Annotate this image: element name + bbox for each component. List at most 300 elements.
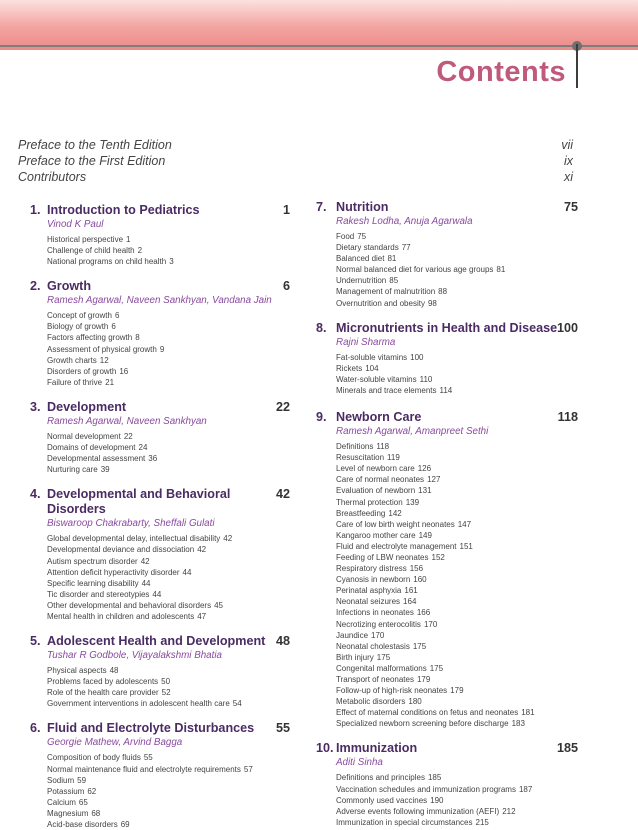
chapter-number: 3. <box>30 399 41 414</box>
topic-entry <box>336 530 578 541</box>
topic-page: 175 <box>412 641 427 651</box>
topic-title: Magnesium <box>47 808 89 818</box>
topic-title: Neonatal seizures <box>336 597 401 607</box>
topic-entry <box>47 556 290 567</box>
topic-title: Normal development <box>47 431 121 441</box>
chapter-authors: Ramesh Agarwal, Amanpreet Sethi <box>336 426 489 438</box>
front-matter-entry <box>18 154 573 170</box>
topic-page: 55 <box>143 753 153 763</box>
chapter-heading <box>30 279 290 294</box>
topic-title: Domains of development <box>47 443 136 453</box>
topic-entry <box>336 519 578 530</box>
chapter-heading <box>316 410 578 425</box>
topic-entry <box>47 775 290 786</box>
topic-entry <box>47 578 290 589</box>
topic-page: 24 <box>138 443 148 453</box>
topic-entry <box>336 286 578 297</box>
topic-entry <box>336 508 578 519</box>
topic-entry <box>336 596 578 607</box>
topic-title: Balanced diet <box>336 254 385 264</box>
front-matter-page: xi <box>563 170 573 184</box>
chapter-page: 100 <box>556 320 578 335</box>
topic-entry <box>336 641 578 652</box>
chapter-entry <box>30 487 290 622</box>
front-matter-entry <box>18 170 573 186</box>
chapter-title: Introduction to Pediatrics <box>47 203 200 217</box>
topic-title: Thermal protection <box>336 497 403 507</box>
topic-entry <box>47 464 290 475</box>
chapter-page: 185 <box>556 741 578 756</box>
chapter-number: 9. <box>316 410 327 425</box>
topic-entry <box>336 485 578 496</box>
topic-page: 166 <box>416 608 431 618</box>
topic-entry <box>47 442 290 453</box>
topic-title: Care of low birth weight neonates <box>336 519 455 529</box>
front-matter <box>18 138 573 186</box>
topic-title: Water-soluble vitamins <box>336 374 417 384</box>
topic-title: Respiratory distress <box>336 564 407 574</box>
topic-title: Mental health in children and adolescents <box>47 611 195 621</box>
topic-title: Infections in neonates <box>336 608 414 618</box>
topic-entry <box>336 231 578 242</box>
topic-page: 179 <box>450 686 464 696</box>
topic-entry <box>47 310 290 321</box>
topic-page: 39 <box>100 465 110 475</box>
topic-title: Follow-up of high-risk neonates <box>336 686 448 696</box>
topic-page: 98 <box>427 298 437 308</box>
page-title: Contents <box>436 56 566 88</box>
topic-page: 3 <box>169 257 174 267</box>
topic-page: 149 <box>418 530 432 540</box>
topic-page: 175 <box>376 652 391 662</box>
chapter-title: Development <box>47 399 127 414</box>
topic-entry <box>47 589 290 600</box>
topic-entry <box>47 245 290 256</box>
topic-page: 142 <box>388 508 402 518</box>
topic-page: 127 <box>427 475 441 485</box>
topic-entry <box>336 385 578 396</box>
chapter-heading <box>30 721 290 736</box>
chapter-title: Newborn Care <box>336 410 422 425</box>
chapter-title: Adolescent Health and Development <box>47 634 266 649</box>
chapter-number: 1. <box>30 203 41 217</box>
topic-entry <box>47 366 290 377</box>
topic-page: 68 <box>91 808 101 818</box>
chapter-entry <box>316 741 578 827</box>
chapter-authors: Vinod K Paul <box>47 219 104 230</box>
topic-title: Metabolic disorders <box>336 697 406 707</box>
chapter-entry <box>30 400 290 475</box>
topic-title: Autism spectrum disorder <box>47 556 138 566</box>
topic-page: 47 <box>197 611 207 621</box>
header-band <box>0 0 638 50</box>
chapter-number: 7. <box>316 200 327 214</box>
topic-entry <box>336 652 578 663</box>
topic-page: 170 <box>371 630 385 640</box>
topic-page: 131 <box>418 486 432 496</box>
topic-entry <box>336 463 578 474</box>
topic-page: 118 <box>376 442 390 452</box>
chapter-heading <box>30 203 290 218</box>
topic-title: Attention deficit hyperactivity disorder <box>47 567 180 577</box>
topic-page: 21 <box>105 377 115 387</box>
topic-page: 44 <box>182 567 192 577</box>
chapter-entry <box>30 203 290 267</box>
topic-page: 139 <box>405 497 420 507</box>
topic-entry <box>336 806 578 817</box>
chapter-page: 118 <box>557 410 578 425</box>
topic-entry <box>47 321 290 332</box>
topic-title: Government interventions in adolescent health care <box>47 699 230 709</box>
topic-entry <box>336 363 578 374</box>
topic-title: Challenge of child health <box>47 246 135 256</box>
topic-page: 44 <box>152 589 162 599</box>
chapter-title: Growth <box>47 279 92 294</box>
topic-title: Specific learning disability <box>47 578 139 588</box>
topic-title: Growth charts <box>47 355 97 365</box>
topic-entry <box>47 567 290 578</box>
topic-page: 6 <box>114 311 120 321</box>
topic-title: Transport of neonates <box>336 675 414 684</box>
topic-page: 75 <box>357 232 367 241</box>
topic-page: 147 <box>457 519 472 529</box>
topic-page: 100 <box>410 352 424 362</box>
topic-page: 16 <box>119 366 129 376</box>
chapter-number: 5. <box>30 634 41 649</box>
topic-entry <box>47 544 290 555</box>
chapter-heading <box>316 321 578 336</box>
topic-title: Normal maintenance fluid and electrolyte requirements <box>47 764 241 774</box>
chapter-authors: Rajni Sharma <box>336 336 396 348</box>
front-matter-label: Preface to the First Edition <box>18 154 166 168</box>
topic-entry <box>47 786 290 797</box>
chapter-heading <box>30 400 290 415</box>
topic-title: Historical perspective <box>47 235 124 244</box>
topic-title: Physical aspects <box>47 666 107 676</box>
topic-title: Disorders of growth <box>47 366 117 376</box>
topic-title: Failure of thrive <box>47 377 103 387</box>
topic-entry <box>47 752 290 763</box>
topic-title: Fat-soluble vitamins <box>336 352 408 362</box>
topic-page: 36 <box>148 454 158 464</box>
topic-title: Concept of growth <box>47 311 112 321</box>
chapter-number: 4. <box>30 487 41 502</box>
topic-page: 212 <box>502 806 516 816</box>
topic-entry <box>336 253 578 264</box>
topic-page: 62 <box>87 786 97 796</box>
topic-title: Undernutrition <box>336 276 387 286</box>
chapter-authors: Aditi Sinha <box>336 757 383 769</box>
topic-entry <box>336 563 578 574</box>
topic-title: Food <box>336 232 355 241</box>
topic-title: Vaccination schedules and immunization programs <box>336 784 516 794</box>
topic-entry <box>47 600 290 611</box>
topic-entry <box>336 552 578 563</box>
topic-entry <box>336 452 578 463</box>
chapter-entry <box>316 200 578 309</box>
chapter-page: 55 <box>275 721 290 736</box>
topic-title: Role of the health care provider <box>47 688 159 698</box>
topic-entry <box>47 256 290 267</box>
topic-page: 69 <box>120 820 130 829</box>
topic-entry <box>47 344 290 355</box>
topic-entry <box>336 242 578 253</box>
topic-entry <box>336 298 578 309</box>
topic-page: 170 <box>423 619 438 629</box>
front-matter-page: vii <box>561 138 573 152</box>
chapter-entry <box>30 721 290 830</box>
topic-page: 45 <box>214 600 224 610</box>
topic-title: Definitions <box>336 442 374 452</box>
topic-page: 2 <box>137 246 143 256</box>
topic-page: 50 <box>161 677 171 687</box>
topic-page: 190 <box>430 795 444 805</box>
topic-entry <box>336 795 578 806</box>
topic-title: Feeding of LBW neonates <box>336 552 429 562</box>
topic-title: Normal balanced diet for various age groups <box>336 265 494 275</box>
topic-page: 6 <box>111 322 116 332</box>
topic-entry <box>336 772 578 783</box>
topic-title: Kangaroo mother care <box>336 530 416 540</box>
topic-page: 77 <box>401 243 411 253</box>
topic-entry <box>47 676 290 687</box>
topic-title: Problems faced by adolescents <box>47 677 159 687</box>
topic-entry <box>336 374 578 385</box>
topic-entry <box>47 234 290 245</box>
chapter-title: Nutrition <box>336 200 389 214</box>
topic-title: Commonly used vaccines <box>336 795 428 805</box>
front-matter-entry <box>18 138 573 154</box>
topic-title: Specialized newborn screening before discharge <box>336 719 509 729</box>
chapter-page: 1 <box>282 203 290 217</box>
topic-title: Overnutrition and obesity <box>336 298 425 308</box>
chapter-authors: Rakesh Lodha, Anuja Agarwala <box>336 216 473 227</box>
topic-title: Tic disorder and stereotypies <box>47 589 150 599</box>
chapter-title: Immunization <box>336 741 418 756</box>
topic-page: 183 <box>511 719 525 729</box>
topic-page: 42 <box>197 545 207 555</box>
topic-page: 54 <box>232 699 242 709</box>
topic-title: Necrotizing enterocolitis <box>336 619 421 629</box>
topic-title: Immunization in special circumstances <box>336 817 473 827</box>
topic-page: 180 <box>408 697 422 707</box>
topic-entry <box>336 817 578 828</box>
topic-entry <box>336 474 578 485</box>
topic-entry <box>336 607 578 618</box>
topic-page: 12 <box>99 355 109 365</box>
topic-page: 42 <box>140 556 150 566</box>
chapter-authors: Tushar R Godbole, Vijayalakshmi Bhatia <box>47 650 222 662</box>
chapter-entry <box>316 410 578 729</box>
topic-title: Sodium <box>47 775 75 785</box>
chapter-entry <box>30 634 290 709</box>
front-matter-page: ix <box>563 154 573 168</box>
topic-entry <box>47 431 290 442</box>
topic-entry <box>47 665 290 676</box>
left-column <box>30 203 290 830</box>
topic-title: Neonatal cholestasis <box>336 641 410 651</box>
topic-title: Definitions and principles <box>336 773 425 783</box>
topic-page: 81 <box>496 265 506 275</box>
topic-entry <box>47 698 290 709</box>
topic-entry <box>336 574 578 585</box>
front-matter-label: Contributors <box>18 170 87 184</box>
topic-page: 9 <box>159 344 165 354</box>
topic-page: 59 <box>77 775 87 785</box>
topic-entry <box>336 784 578 795</box>
topic-entry <box>336 674 578 685</box>
topic-page: 181 <box>521 708 535 718</box>
topic-title: Minerals and trace elements <box>336 385 437 395</box>
topic-page: 57 <box>243 764 253 774</box>
topic-entry <box>336 264 578 275</box>
topic-entry <box>47 611 290 622</box>
topic-title: Level of newborn care <box>336 464 415 474</box>
topic-page: 1 <box>126 235 131 244</box>
topic-page: 44 <box>141 578 151 588</box>
topic-page: 8 <box>135 333 140 343</box>
header-rule <box>0 45 638 47</box>
topic-entry <box>336 619 578 630</box>
chapter-authors: Ramesh Agarwal, Naveen Sankhyan, Vandana Jain <box>47 295 272 307</box>
topic-title: National programs on child health <box>47 257 167 267</box>
topic-title: Breastfeeding <box>336 508 386 518</box>
topic-entry <box>336 630 578 641</box>
topic-title: Resuscitation <box>336 453 385 463</box>
topic-entry <box>47 687 290 698</box>
topic-page: 104 <box>365 363 379 373</box>
topic-title: Care of normal neonates <box>336 475 425 485</box>
topic-entry <box>336 696 578 707</box>
topic-title: Jaundice <box>336 630 369 640</box>
topic-entry <box>47 377 290 388</box>
chapter-heading <box>30 634 290 649</box>
topic-page: 161 <box>404 586 418 596</box>
topic-page: 42 <box>223 534 233 544</box>
chapter-entry <box>30 279 290 388</box>
topic-page: 48 <box>109 666 119 676</box>
topic-title: Evaluation of newborn <box>336 486 416 496</box>
topic-page: 65 <box>78 797 88 807</box>
topic-entry <box>336 441 578 452</box>
topic-page: 152 <box>431 552 445 562</box>
topic-page: 81 <box>387 254 397 264</box>
topic-page: 88 <box>438 287 448 297</box>
topic-entry <box>47 332 290 343</box>
chapter-heading <box>316 200 578 215</box>
chapter-authors: Georgie Mathew, Arvind Bagga <box>47 737 183 749</box>
chapter-entry <box>316 321 578 396</box>
topic-entry <box>47 355 290 366</box>
topic-title: Other developmental and behavioral disorders <box>47 600 212 610</box>
chapter-page: 42 <box>275 487 290 502</box>
topic-title: Potassium <box>47 786 85 796</box>
chapter-heading <box>30 487 290 517</box>
topic-entry <box>47 797 290 808</box>
topic-entry <box>336 707 578 718</box>
topic-title: Developmental assessment <box>47 454 146 464</box>
topic-title: Fluid and electrolyte management <box>336 541 457 551</box>
topic-title: Assessment of physical growth <box>47 344 157 354</box>
topic-title: Calcium <box>47 797 76 807</box>
chapter-title: Micronutrients in Health and Disease <box>336 320 558 335</box>
chapter-number: 10. <box>316 741 334 756</box>
topic-title: Global developmental delay, intellectual disability <box>47 534 221 544</box>
chapter-number: 2. <box>30 279 41 294</box>
topic-page: 156 <box>409 564 424 574</box>
topic-page: 119 <box>387 453 400 463</box>
topic-title: Acid-base disorders <box>47 820 118 829</box>
topic-title: Dietary standards <box>336 243 399 253</box>
topic-page: 179 <box>416 675 431 684</box>
topic-page: 164 <box>403 597 417 607</box>
topic-title: Adverse events following immunization (AEFI) <box>336 806 500 816</box>
topic-page: 185 <box>427 773 442 783</box>
topic-entry <box>336 718 578 729</box>
chapter-heading <box>316 741 578 756</box>
topic-page: 151 <box>459 541 473 551</box>
topic-title: Nurturing care <box>47 465 98 475</box>
topic-entry <box>47 533 290 544</box>
chapter-page: 75 <box>563 200 578 214</box>
topic-entry <box>336 497 578 508</box>
topic-entry <box>47 764 290 775</box>
topic-entry <box>336 541 578 552</box>
chapter-authors: Biswaroop Chakrabarty, Sheffali Gulati <box>47 518 215 530</box>
chapter-page: 6 <box>282 279 290 294</box>
topic-entry <box>336 685 578 696</box>
chapter-number: 8. <box>316 320 327 335</box>
topic-entry <box>336 352 578 363</box>
topic-page: 187 <box>518 784 533 794</box>
topic-entry <box>47 808 290 819</box>
topic-title: Cyanosis in newborn <box>336 575 411 585</box>
topic-title: Developmental deviance and dissociation <box>47 545 195 555</box>
topic-page: 110 <box>419 374 433 384</box>
topic-page: 22 <box>123 431 133 441</box>
front-matter-label: Preface to the Tenth Edition <box>18 138 172 152</box>
right-column <box>316 200 578 828</box>
topic-entry <box>336 275 578 286</box>
topic-title: Biology of growth <box>47 322 109 332</box>
topic-title: Composition of body fluids <box>47 753 141 763</box>
topic-page: 175 <box>429 663 444 673</box>
topic-entry <box>336 585 578 596</box>
topic-title: Rickets <box>336 363 363 373</box>
header-vertical-rule <box>576 44 578 88</box>
topic-page: 52 <box>161 688 171 698</box>
chapter-title: Fluid and Electrolyte Disturbances <box>47 721 255 736</box>
topic-title: Congenital malformations <box>336 663 427 673</box>
topic-entry <box>336 663 578 674</box>
chapter-page: 22 <box>275 399 290 414</box>
chapter-title: Developmental and Behavioral Disorders <box>47 487 231 517</box>
topic-title: Birth injury <box>336 652 374 662</box>
chapter-number: 6. <box>30 721 41 736</box>
chapter-page: 48 <box>275 634 290 649</box>
topic-title: Effect of maternal conditions on fetus and neonates <box>336 708 519 718</box>
topic-title: Management of malnutrition <box>336 287 436 297</box>
topic-page: 160 <box>413 575 427 585</box>
topic-page: 215 <box>475 817 489 827</box>
topic-page: 126 <box>417 464 432 474</box>
topic-title: Perinatal asphyxia <box>336 586 402 596</box>
topic-page: 85 <box>389 276 399 286</box>
topic-entry <box>47 453 290 464</box>
topic-title: Factors affecting growth <box>47 333 133 343</box>
topic-page: 114 <box>439 385 453 395</box>
chapter-authors: Ramesh Agarwal, Naveen Sankhyan <box>47 415 207 427</box>
